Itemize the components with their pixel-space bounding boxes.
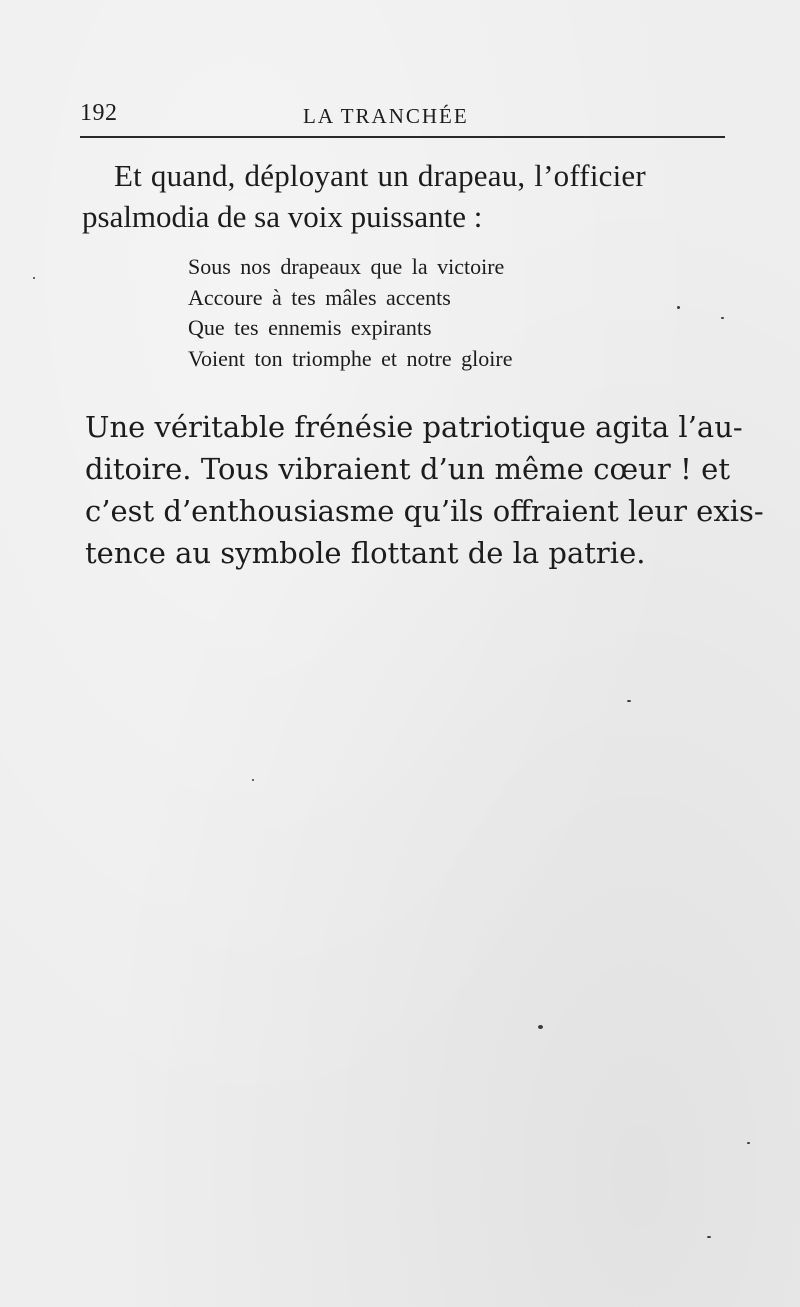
verse-line: Que tes ennemis expirants [188, 315, 432, 340]
paper-speck [252, 779, 254, 781]
verse-line: Voient ton triomphe et notre gloire [188, 345, 513, 371]
verse-line: Accoure à tes mâles accents [188, 284, 451, 310]
text-line: c’est d’enthousiasme qu’ils offraient leur exis- [85, 494, 764, 528]
paper-speck [33, 277, 35, 279]
verse-quote [188, 252, 512, 374]
page-number: 192 [80, 100, 118, 126]
intro-paragraph [82, 155, 727, 237]
paper-speck [627, 700, 631, 702]
paper-speck [538, 1025, 543, 1029]
page-header [80, 96, 725, 138]
text-line: Et quand, déployant un drapeau, l’officier [114, 158, 646, 193]
paper-speck [747, 1142, 750, 1144]
text-line: ditoire. Tous vibraient d’un même cœur ! et [85, 452, 730, 486]
text-line: psalmodia de sa voix puissante : [82, 199, 483, 234]
paper-speck [707, 1236, 711, 1238]
text-line: Une véritable frénésie patriotique agita l’au- [85, 410, 743, 444]
running-title: LA TRANCHÉE [303, 104, 469, 128]
text-line: tence au symbole flottant de la patrie. [85, 536, 646, 570]
paper-speck [677, 306, 680, 309]
body-paragraph [85, 406, 764, 574]
paper-speck [721, 317, 724, 319]
verse-line: Sous nos drapeaux que la victoire [188, 254, 505, 279]
